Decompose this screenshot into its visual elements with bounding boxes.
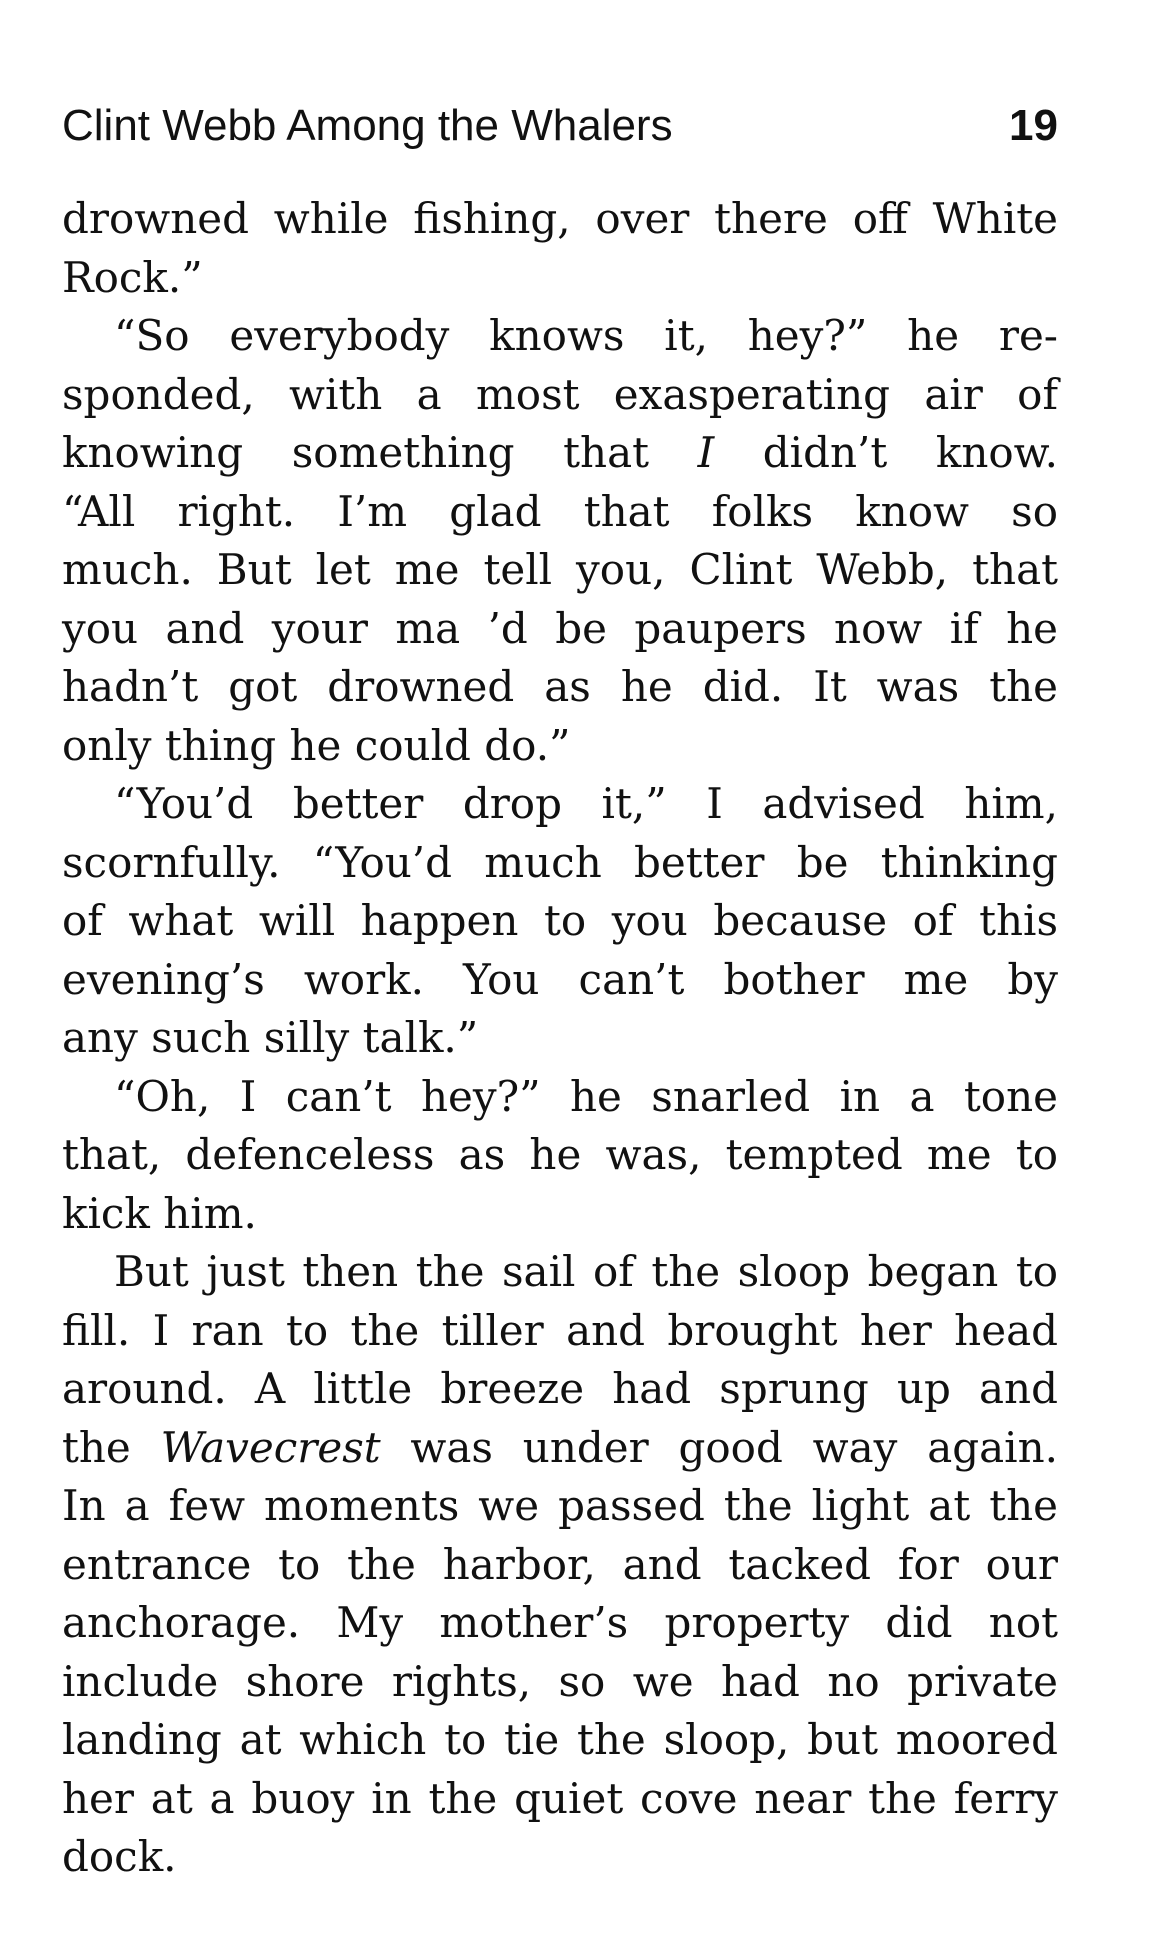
text-line: sponded, with a most exasperating air of — [62, 369, 1058, 419]
running-title: Clint Webb Among the Whalers — [62, 101, 673, 150]
text-segment: the — [62, 1422, 161, 1472]
text-line: evening’s work. You can’t bother me by — [62, 954, 1058, 1004]
text-line: of what will happen to you because of this — [62, 896, 1058, 945]
text-line: you and your ma ’d be paupers now if he — [62, 603, 1058, 653]
text-line: fill. I ran to the tiller and brought her head — [62, 1305, 1058, 1355]
text-line: scornfully. “You’d much better be thinking — [62, 837, 1058, 887]
page-number: 19 — [1009, 101, 1058, 150]
text-line: anchorage. My mother’s property did not — [62, 1598, 1058, 1647]
text-line: In a few moments we passed the light at the — [62, 1481, 1058, 1530]
text-line: “So everybody knows it, hey?” he re- — [114, 311, 1058, 360]
text-line: landing at which to tie the sloop, but moored — [62, 1715, 1058, 1764]
text-line: dock. — [62, 1832, 177, 1881]
text-line: kick him. — [62, 1188, 257, 1238]
text-line: around. A little breeze had sprung up and — [62, 1364, 1058, 1413]
text-line: entrance to the harbor, and tacked for our — [62, 1539, 1058, 1589]
text-line — [62, 1419, 1058, 1478]
text-line: But just then the sail of the sloop began to — [114, 1247, 1058, 1296]
text-line — [62, 424, 1058, 483]
italic-boat-name: Wavecrest — [160, 1422, 381, 1472]
italic-pronoun: I — [697, 428, 715, 477]
running-head — [62, 96, 1058, 156]
text-line: “All right. I’m glad that folks know so — [62, 486, 1058, 536]
text-line: include shore rights, so we had no private — [62, 1656, 1058, 1706]
text-line: “Oh, I can’t hey?” he snarled in a tone — [114, 1071, 1058, 1121]
text-line: Rock.” — [62, 252, 203, 302]
text-line: “You’d better drop it,” I advised him, — [114, 779, 1058, 828]
text-segment: didn’t know. — [714, 428, 1058, 477]
text-line: hadn’t got drowned as he did. It was the — [62, 662, 1058, 711]
text-segment: was under good way again. — [380, 1422, 1058, 1472]
text-segment: knowing something that — [62, 428, 698, 477]
text-line: any such silly talk.” — [62, 1013, 479, 1062]
text-line: much. But let me tell you, Clint Webb, that — [62, 545, 1058, 594]
text-line: her at a buoy in the quiet cove near the ferry — [62, 1773, 1058, 1823]
text-line: that, defenceless as he was, tempted me to — [62, 1130, 1058, 1179]
body-text — [62, 190, 1058, 1887]
text-line: only thing he could do.” — [62, 720, 571, 770]
text-line: drowned while fishing, over there off White — [62, 194, 1058, 243]
